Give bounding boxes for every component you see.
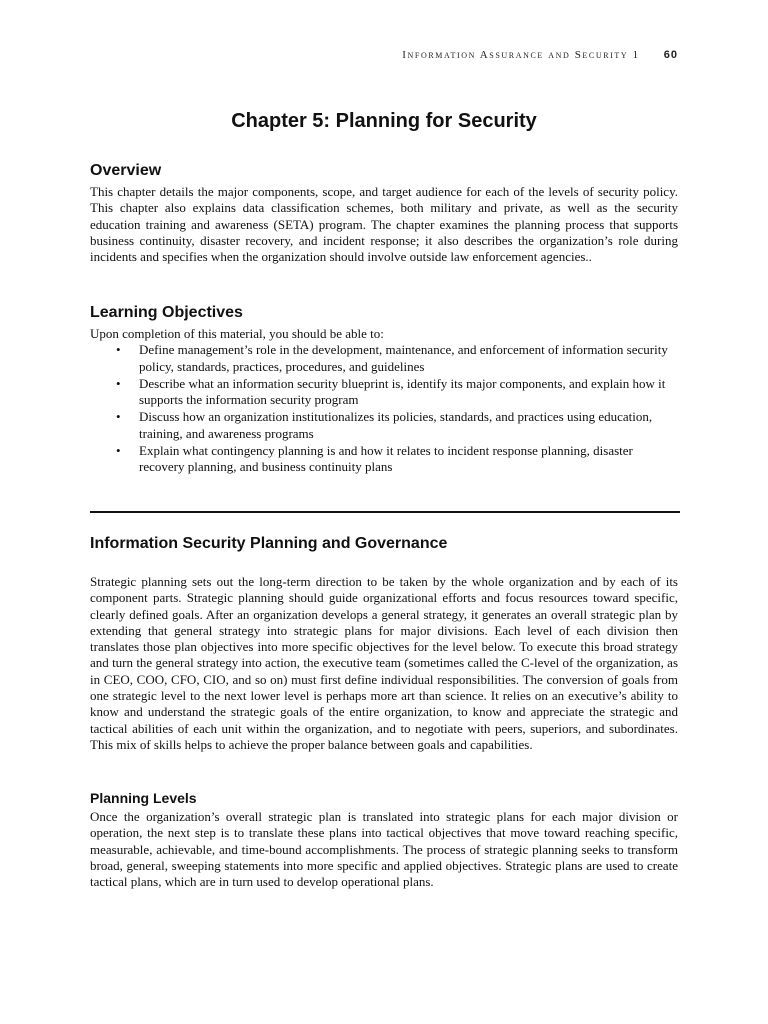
list-item: • Describe what an information security blueprint is, identify its major components, and explain how it supports the information security program — [90, 376, 678, 409]
governance-text: Strategic planning sets out the long-term direction to be taken by the whole organization and by each of its component parts. Strategic planning should guide organizational efforts and focus resources toward specific, clearly defined goals. After an organization develops a general strategy, it generates an overall strategic plan by extending that general strategy into strategic plans for major divisions. Each level of each division then translates those plan objectives into more specific objectives for the level below. To execute this broad strategy and turn the general strategy into action, the executive team (sometimes called the C-level of the organization, as in CEO, COO, CFO, CIO, and so on) must first define individual responsibilities. The conversion of goals from one strategic level to the next lower level is perhaps more art than science. It relies on an executive’s ability to know and understand the strategic goals of the entire organization, to know and appreciate the strategic and tactical abilities of each unit within the organization, and to negotiate with peers, superiors, and subordinates. This mix of skills helps to achieve the proper balance between goals and capabilities. — [90, 574, 678, 752]
list-item: • Define management’s role in the development, maintenance, and enforcement of information security policy, standards, practices, procedures, and guidelines — [90, 342, 678, 375]
overview-section — [90, 162, 678, 265]
learning-objectives-intro: Upon completion of this material, you should be able to: — [90, 326, 384, 341]
governance-body — [90, 574, 678, 753]
page-number: 60 — [663, 49, 678, 61]
learning-objectives-section — [90, 304, 678, 477]
governance-section — [90, 535, 678, 553]
objectives-list — [90, 342, 678, 475]
chapter-title: Chapter 5: Planning for Security — [231, 110, 537, 132]
planning-levels-text: Once the organization’s overall strategic plan is translated into strategic plans for each major division or operation, the next step is to translate these plans into tactical objectives that move toward reaching specific, measurable, achievable, and time-bound accomplishments. The process of strategic planning seeks to transform broad, general, sweeping statements into more specific and applied objectives. Strategic plans are used to create tactical plans, which are in turn used to develop operational plans. — [90, 809, 678, 890]
governance-heading: Information Security Planning and Governance — [90, 535, 448, 552]
planning-levels-section — [90, 790, 678, 890]
learning-objectives-heading: Learning Objectives — [90, 304, 243, 321]
overview-heading: Overview — [90, 162, 162, 179]
list-item: • Discuss how an organization institutionalizes its policies, standards, and practices using education, training, and awareness programs — [90, 409, 678, 442]
section-divider — [90, 511, 680, 513]
list-item: • Explain what contingency planning is and how it relates to incident response planning, disaster recovery planning, and business continuity plans — [90, 443, 678, 476]
planning-levels-heading: Planning Levels — [90, 790, 197, 806]
overview-text: This chapter details the major components, scope, and target audience for each of the levels of security policy. This chapter also explains data classification schemes, both military and private, as well as the security education training and awareness (SETA) program. The chapter examines the planning process that supports business continuity, disaster recovery, and incident response; it also describes the organization’s role during incidents and specifies when the organization should involve outside law enforcement agencies.. — [90, 184, 678, 265]
running-header — [402, 49, 678, 61]
running-title: Information Assurance and Security 1 — [402, 49, 640, 61]
